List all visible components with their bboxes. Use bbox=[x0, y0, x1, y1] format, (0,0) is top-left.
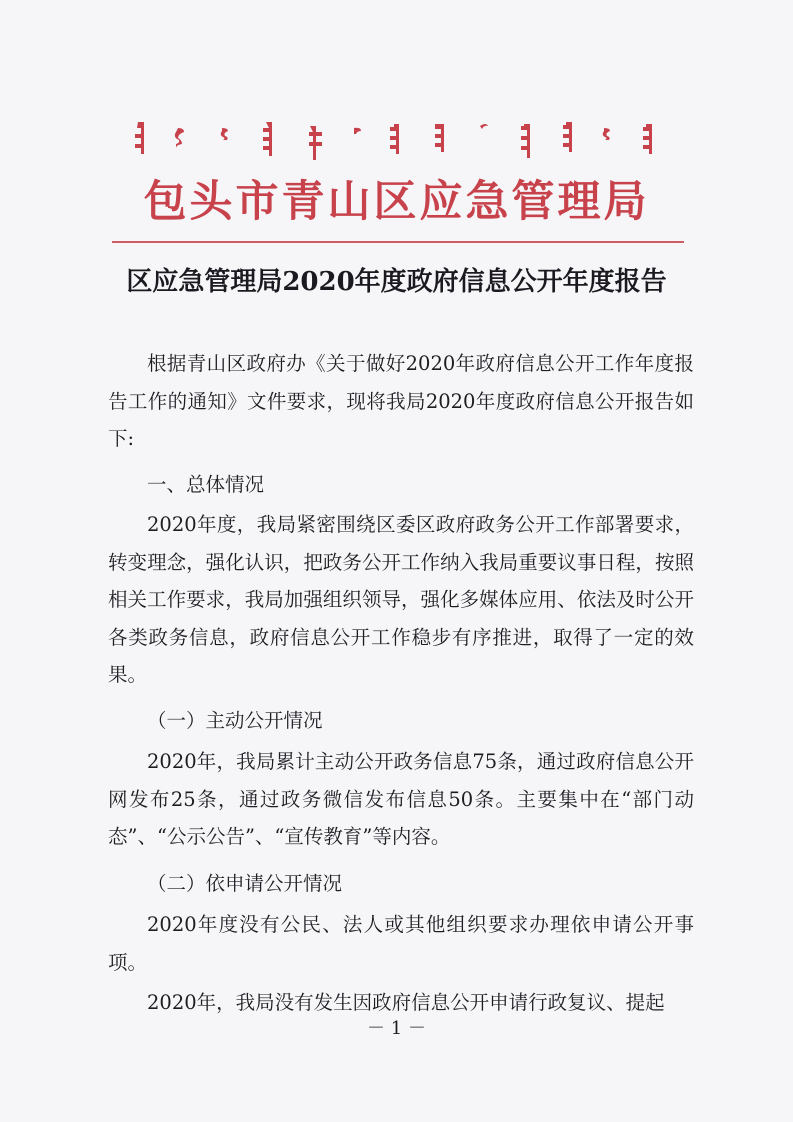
document-title: 区应急管理局2020年度政府信息公开年度报告 bbox=[126, 267, 667, 297]
overview-paragraph: 2020年度，我局紧密围绕区委区政府政务公开工作部署要求，转变理念，强化认识，把政务公开工作纳入我局重要议事日程，按照相关工作要求，我局加强组织领导，强化多媒体应用、依法及时公开各类政务信息，政府信息公开工作稳步有序推进，取得了一定的效果。 bbox=[108, 513, 694, 687]
intro-paragraph: 根据青山区政府办《关于做好2020年政府信息公开工作年度报告工作的通知》文件要求，现将我局2020年度政府信息公开报告如下: bbox=[108, 352, 694, 451]
mongolian-script-heading bbox=[130, 118, 665, 162]
proactive-paragraph: 2020年，我局累计主动公开政务信息75条，通过政府信息公开网发布25条，通过政务微信发布信息50条。主要集中在“部门动态”、“公示公告”、“宣传教育”等内容。 bbox=[108, 750, 694, 849]
agency-name: 包头市青山区应急管理局 bbox=[143, 177, 650, 227]
review-paragraph-start: 2020年，我局没有发生因政府信息公开申请行政复议、提起 bbox=[147, 991, 665, 1014]
red-divider-line bbox=[112, 241, 684, 243]
on-request-paragraph: 2020年度没有公民、法人或其他组织要求办理依申请公开事项。 bbox=[108, 913, 694, 974]
page-number: － 1 － bbox=[367, 1018, 426, 1039]
subsection-heading-on-request: （二）依申请公开情况 bbox=[147, 872, 343, 895]
subsection-heading-proactive: （一）主动公开情况 bbox=[147, 709, 323, 732]
section-heading-overview: 一、总体情况 bbox=[147, 473, 265, 496]
